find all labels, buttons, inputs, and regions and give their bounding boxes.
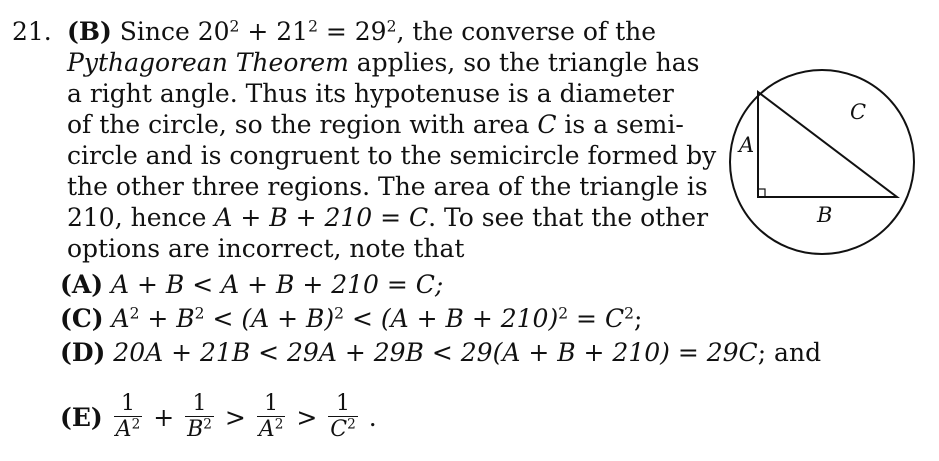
option-math: = C (568, 304, 625, 333)
text-fragment: Since 20 (119, 17, 230, 46)
denominator: $A^2$ (115, 416, 141, 442)
numerator: 1 (185, 392, 214, 417)
exponent: 2 (558, 304, 569, 323)
numerator: 1 (114, 392, 143, 417)
text-fragment: is a semi- (556, 110, 684, 139)
line-6: the other three regions. The area of the triangle is (67, 172, 708, 201)
text-fragment: of the circle, so the region with area (67, 110, 538, 139)
text-fragment: ; and (757, 338, 822, 367)
text-fragment: + 21 (239, 17, 309, 46)
denominator: $A^2$ (258, 416, 284, 442)
solution-paragraph (67, 16, 717, 264)
period: . (368, 403, 377, 432)
line-1 (67, 16, 667, 47)
denominator: $C^2$ (330, 416, 356, 442)
fraction-1-over-a2 (257, 392, 286, 443)
exponent: 2 (624, 304, 634, 323)
text-fragment: = 29 (317, 17, 387, 46)
text-fragment: applies, so the triangle has (348, 48, 700, 77)
punctuation: ; (633, 304, 643, 333)
options-list (60, 268, 860, 370)
fraction-1-over-c2 (328, 392, 358, 443)
line-8: options are incorrect, note that (67, 234, 465, 263)
equation: A + B + 210 = C (214, 203, 429, 232)
variable-c: C (537, 110, 557, 139)
option-math: < (A + B) (204, 304, 335, 333)
option-label: (D) (60, 338, 106, 367)
circle-triangle-figure (722, 62, 922, 262)
option-math: 20A + 21B < 29A + 29B < 29(A + B + 210) = 29C (113, 338, 758, 367)
label-b: B (817, 203, 833, 227)
exponent: 2 (334, 304, 345, 323)
exponent: 2 (129, 304, 140, 323)
label-a: A (739, 133, 755, 157)
numerator: 1 (328, 392, 358, 417)
text-fragment: , the converse of the (396, 17, 657, 46)
option-math: + B (139, 304, 195, 333)
label-c: C (850, 100, 867, 124)
option-math: A (111, 304, 130, 333)
option-d (60, 336, 860, 370)
line-7 (67, 202, 709, 233)
line-5: circle and is congruent to the semicircle formed by (67, 141, 717, 170)
option-a (60, 268, 860, 302)
option-math: A + B < A + B + 210 = C; (111, 270, 444, 299)
plus-sign: + (153, 403, 175, 432)
option-math: < (A + B + 210) (344, 304, 559, 333)
numerator: 1 (257, 392, 286, 417)
text-fragment: . To see that the other (428, 203, 709, 232)
option-label: (E) (60, 403, 103, 432)
denominator: $B^2$ (187, 416, 212, 442)
exponent: 2 (386, 17, 397, 36)
right-angle-marker (758, 189, 765, 197)
greater-than-sign: > (224, 403, 246, 432)
option-e (60, 392, 480, 448)
exponent: 2 (229, 17, 240, 36)
line-2 (67, 47, 700, 78)
greater-than-sign: > (296, 403, 318, 432)
line-4 (67, 109, 684, 140)
theorem-name: Pythagorean Theorem (67, 48, 349, 77)
problem-number: 21. (12, 17, 52, 46)
text-fragment: 210, hence (67, 203, 215, 232)
exponent: 2 (308, 17, 318, 36)
right-triangle (758, 92, 897, 197)
answer-label: (B) (67, 17, 112, 46)
option-label: (C) (60, 304, 104, 333)
line-3: a right angle. Thus its hypotenuse is a diameter (67, 79, 674, 108)
exponent: 2 (194, 304, 205, 323)
option-c (60, 302, 860, 336)
fraction-1-over-a2 (114, 392, 143, 443)
fraction-1-over-b2 (185, 392, 214, 443)
option-label: (A) (60, 270, 104, 299)
